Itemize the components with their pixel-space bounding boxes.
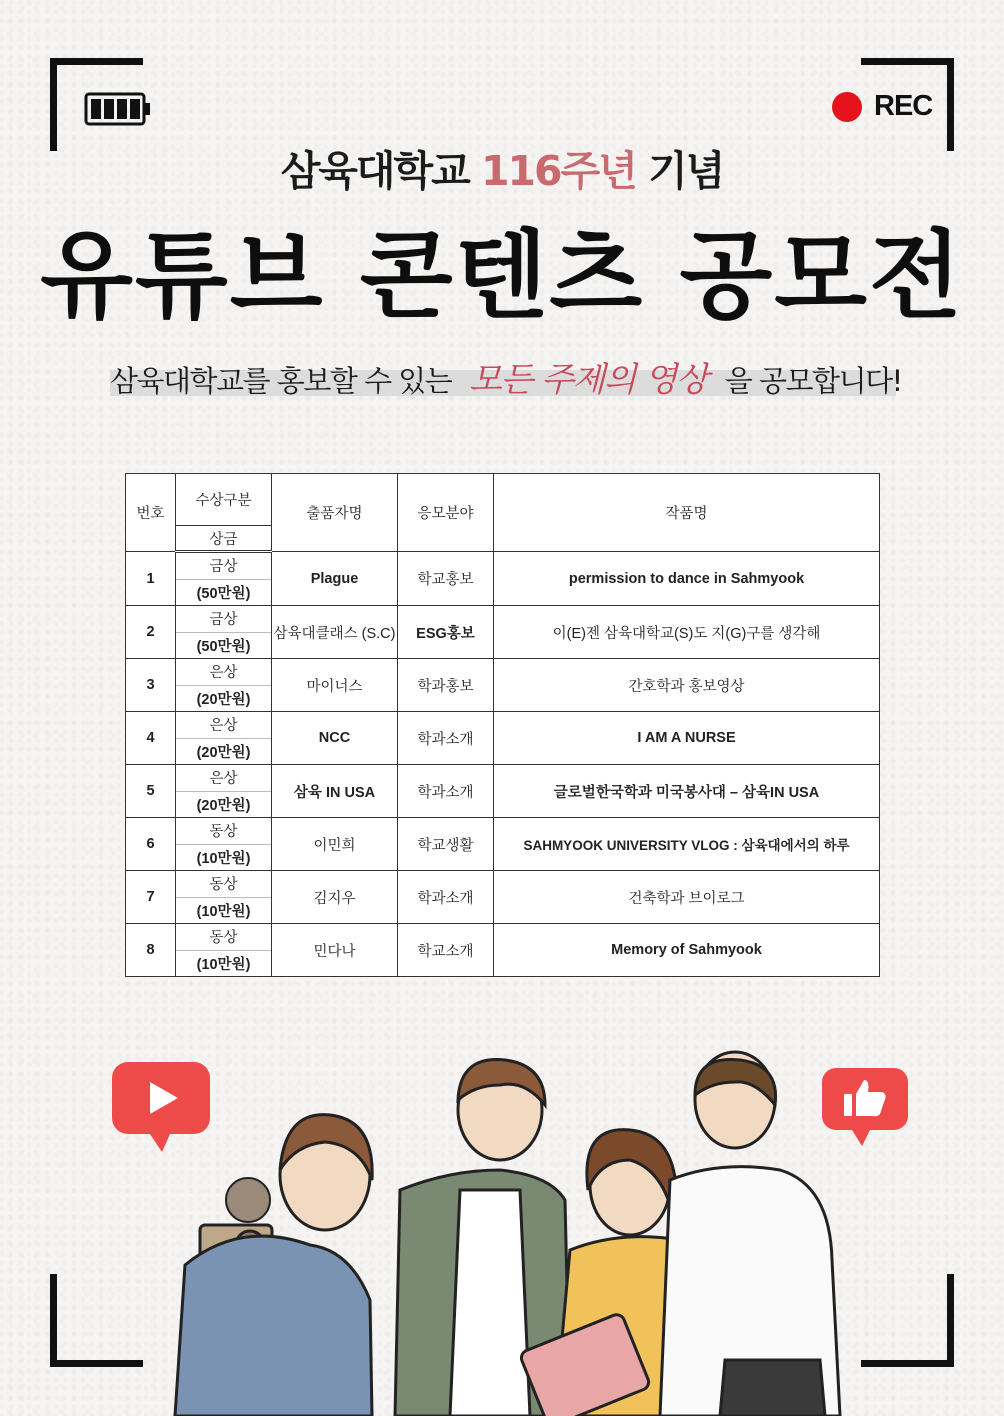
tagline-suffix: 을 공모합니다! [724, 364, 902, 398]
cell-team: 삼육대클래스 (S.C) [272, 606, 398, 659]
tagline-prefix: 삼육대학교를 홍보할 수 있는 [110, 364, 452, 398]
table-row [126, 606, 880, 659]
cell-award [176, 818, 272, 871]
header-team: 출품자명 [272, 474, 398, 552]
cell-work: 간호학과 홍보영상 [494, 659, 880, 712]
students-illustration [100, 1050, 920, 1416]
cell-field: 학교소개 [398, 924, 494, 977]
cell-field: 학과소개 [398, 765, 494, 818]
award-label: 은상 [176, 712, 271, 739]
header-work: 작품명 [494, 474, 880, 552]
rec-indicator [832, 90, 932, 123]
award-label: 금상 [176, 606, 271, 633]
cell-award [176, 924, 272, 977]
cell-field: 학교생활 [398, 818, 494, 871]
cell-no: 8 [126, 924, 176, 977]
cell-no: 6 [126, 818, 176, 871]
cell-award [176, 606, 272, 659]
award-label: 동상 [176, 818, 271, 845]
cell-award [176, 871, 272, 924]
cell-work: 글로벌한국학과 미국봉사대 – 삼육IN USA [494, 765, 880, 818]
award-label: 은상 [176, 659, 271, 686]
cell-field: 학교홍보 [398, 552, 494, 606]
cell-field: 학과소개 [398, 871, 494, 924]
cell-no: 7 [126, 871, 176, 924]
prize-label: (50만원) [196, 585, 251, 602]
award-label: 은상 [176, 765, 271, 792]
table-row [126, 765, 880, 818]
cell-team: 민다나 [272, 924, 398, 977]
cell-team: Plague [272, 552, 398, 606]
cell-no: 3 [126, 659, 176, 712]
table-row [126, 552, 880, 606]
header-prize: 상금 [176, 526, 272, 552]
table-row [126, 818, 880, 871]
cell-work: 이(E)젠 삼육대학교(S)도 지(G)구를 생각해 [494, 606, 880, 659]
cell-award [176, 552, 272, 606]
subtitle-suffix: 기념 [635, 147, 724, 195]
battery-icon [84, 92, 152, 126]
header-no: 번호 [126, 474, 176, 552]
cell-team: 이민희 [272, 818, 398, 871]
cell-award [176, 765, 272, 818]
cell-no: 2 [126, 606, 176, 659]
header-field: 응모분야 [398, 474, 494, 552]
cell-award [176, 712, 272, 765]
person-1 [175, 1115, 372, 1416]
prize-label: (10만원) [196, 903, 251, 920]
tagline-script: 모든 주제의 영상 [469, 360, 708, 400]
cell-work: I AM A NURSE [494, 712, 880, 765]
cell-work: 건축학과 브이로그 [494, 871, 880, 924]
cell-no: 5 [126, 765, 176, 818]
person-4 [660, 1052, 840, 1416]
prize-label: (10만원) [196, 956, 251, 973]
prize-label: (50만원) [196, 638, 251, 655]
cell-work: Memory of Sahmyook [494, 924, 880, 977]
cell-team: 삼육 IN USA [272, 765, 398, 818]
table-row [126, 659, 880, 712]
tagline-text [110, 352, 902, 401]
prize-label: (10만원) [196, 850, 251, 867]
cell-no: 4 [126, 712, 176, 765]
prize-label: (20만원) [196, 744, 251, 761]
subtitle-highlight: 116주년 [481, 147, 636, 195]
award-label: 금상 [176, 553, 271, 580]
cell-team: 김지우 [272, 871, 398, 924]
page-title: 유튜브 콘텐츠 공모전 [40, 220, 964, 332]
award-label: 동상 [176, 871, 271, 898]
thumbs-up-bubble-icon [822, 1068, 908, 1146]
event-subtitle [0, 138, 1004, 197]
cell-field: 학과홍보 [398, 659, 494, 712]
table-row [126, 871, 880, 924]
table-row [126, 712, 880, 765]
table-row [126, 924, 880, 977]
cell-team: NCC [272, 712, 398, 765]
prize-label: (20만원) [196, 797, 251, 814]
prize-label: (20만원) [196, 691, 251, 708]
tagline [110, 346, 902, 400]
cell-field: 학과소개 [398, 712, 494, 765]
award-label: 동상 [176, 924, 271, 951]
awards-table [125, 473, 880, 977]
cell-field: ESG홍보 [398, 606, 494, 659]
cell-award [176, 659, 272, 712]
cell-team: 마이너스 [272, 659, 398, 712]
play-bubble-icon [112, 1062, 210, 1152]
cell-work: permission to dance in Sahmyook [494, 552, 880, 606]
rec-label: REC [874, 90, 933, 122]
subtitle-prefix: 삼육대학교 [280, 147, 481, 195]
cell-no: 1 [126, 552, 176, 606]
header-award: 수상구분 [176, 474, 272, 526]
cell-work: SAHMYOOK UNIVERSITY VLOG : 삼육대에서의 하루 [494, 818, 880, 871]
rec-dot-icon [832, 92, 862, 122]
